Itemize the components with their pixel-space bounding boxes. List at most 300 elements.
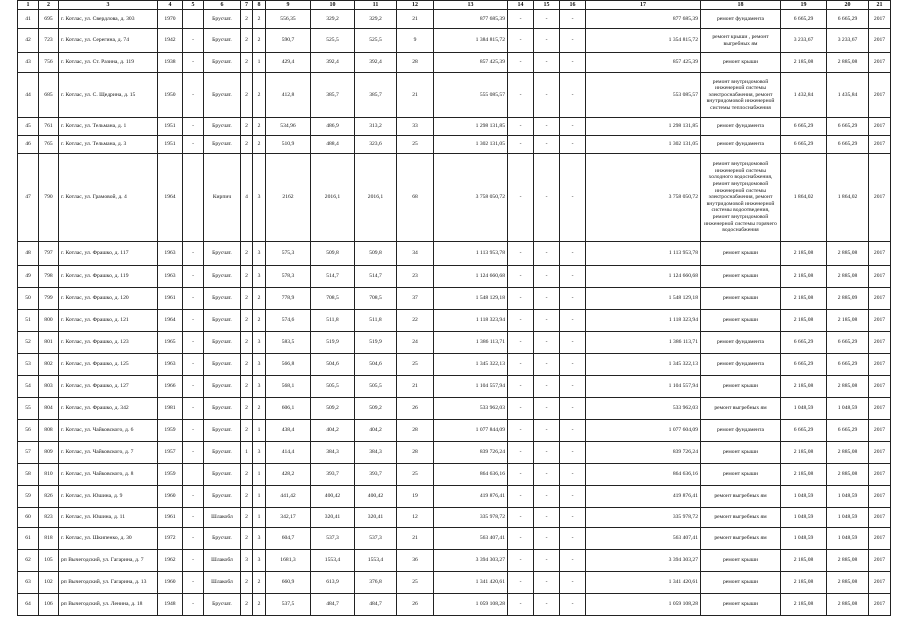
cell-planned-year: 2017 — [869, 508, 891, 528]
cell-house-id: 790 — [39, 154, 59, 242]
cell-build-year: 1951 — [158, 118, 183, 136]
cell-house-id: 801 — [39, 332, 59, 354]
cell-wall-material: Брусчат. — [204, 442, 241, 464]
table-row — [18, 118, 891, 136]
cell-floors: 4 — [241, 154, 253, 242]
cell-total-area: 556,35 — [266, 10, 311, 29]
table-row — [18, 594, 891, 616]
cell-build-year: 1963 — [158, 354, 183, 376]
cell-col16-value: - — [560, 154, 586, 242]
cell-area-residential: 1553,4 — [355, 550, 397, 572]
cell-col15-value: - — [534, 154, 560, 242]
cell-total-cost: 1 386 113,71 — [434, 332, 508, 354]
cell-col14-value: - — [508, 10, 534, 29]
table-row — [18, 332, 891, 354]
cell-floors: 2 — [241, 486, 253, 508]
cell-floors: 2 — [241, 118, 253, 136]
cell-max-unit-cost: 1 048,59 — [827, 398, 869, 420]
cell-wall-material: Брусчат. — [204, 29, 241, 53]
cell-wall-material: Шлакобл — [204, 550, 241, 572]
cell-area-premises: 511,8 — [311, 310, 355, 332]
cell-fund-cost: 1 124 660,68 — [586, 266, 701, 288]
cell-area-premises: 514,7 — [311, 266, 355, 288]
cell-fund-cost: 857 425,39 — [586, 53, 701, 73]
cell-total-area: 590,7 — [266, 29, 311, 53]
cell-wall-material: Шлакобл — [204, 508, 241, 528]
cell-col5-value: - — [183, 442, 204, 464]
cell-total-cost: 555 085,57 — [434, 73, 508, 118]
cell-col16-value: - — [560, 53, 586, 73]
cell-build-year: 1959 — [158, 464, 183, 486]
cell-work-type: ремонт крыши — [701, 442, 781, 464]
cell-col15-value: - — [534, 486, 560, 508]
cell-address: г. Котлас, ул. Фрашко, д. 121 — [59, 310, 158, 332]
cell-planned-year: 2017 — [869, 528, 891, 550]
cell-planned-year: 2017 — [869, 29, 891, 53]
cell-address: рп Вычегодский, ул. Гагарина, д. 13 — [59, 572, 158, 594]
cell-area-residential: 511,8 — [355, 310, 397, 332]
cell-residents: 21 — [397, 10, 434, 29]
cell-work-type: ремонт выгребных ям — [701, 528, 781, 550]
cell-entrances: 1 — [253, 508, 266, 528]
cell-residents: 22 — [397, 310, 434, 332]
cell-floors: 2 — [241, 572, 253, 594]
cell-row-number: 64 — [18, 594, 39, 616]
cell-wall-material: Брусчат. — [204, 242, 241, 266]
cell-unit-cost: 2 185,08 — [781, 550, 827, 572]
cell-area-premises: 329,2 — [311, 10, 355, 29]
cell-area-premises: 384,3 — [311, 442, 355, 464]
capital-repair-table-page — [17, 0, 890, 616]
cell-entrances: 2 — [253, 594, 266, 616]
cell-unit-cost: 6 665,29 — [781, 118, 827, 136]
cell-work-type: ремонт фундамента — [701, 354, 781, 376]
cell-total-cost: 335 978,72 — [434, 508, 508, 528]
cell-address: г. Котлас, ул. Чайковского, д. 7 — [59, 442, 158, 464]
cell-residents: 19 — [397, 486, 434, 508]
cell-col5-value: - — [183, 53, 204, 73]
cell-col15-value: - — [534, 550, 560, 572]
cell-total-cost: 1 104 557,94 — [434, 376, 508, 398]
cell-planned-year: 2017 — [869, 464, 891, 486]
cell-col14-value: - — [508, 508, 534, 528]
cell-col16-value: - — [560, 73, 586, 118]
cell-total-area: 660,9 — [266, 572, 311, 594]
cell-residents: 25 — [397, 354, 434, 376]
column-header-19: 19 — [781, 1, 827, 10]
cell-build-year: 1951 — [158, 136, 183, 154]
cell-total-cost: 1 118 323,94 — [434, 310, 508, 332]
cell-planned-year: 2017 — [869, 572, 891, 594]
cell-floors: 2 — [241, 354, 253, 376]
cell-wall-material: Брусчат. — [204, 288, 241, 310]
cell-work-type: ремонт фундамента — [701, 136, 781, 154]
cell-area-premises: 2016,1 — [311, 154, 355, 242]
cell-row-number: 43 — [18, 53, 39, 73]
cell-floors: 2 — [241, 29, 253, 53]
cell-house-id: 800 — [39, 310, 59, 332]
cell-col16-value: - — [560, 420, 586, 442]
cell-floors: 2 — [241, 508, 253, 528]
cell-total-cost: 1 059 108,28 — [434, 594, 508, 616]
cell-col5-value — [183, 154, 204, 242]
cell-fund-cost: 1 386 113,71 — [586, 332, 701, 354]
cell-planned-year: 2017 — [869, 486, 891, 508]
cell-residents: 34 — [397, 242, 434, 266]
cell-floors: 2 — [241, 420, 253, 442]
column-header-20: 20 — [827, 1, 869, 10]
cell-col16-value: - — [560, 242, 586, 266]
cell-col14-value: - — [508, 398, 534, 420]
table-row — [18, 550, 891, 572]
cell-col14-value: - — [508, 486, 534, 508]
cell-fund-cost: 419 876,41 — [586, 486, 701, 508]
table-row — [18, 398, 891, 420]
cell-planned-year: 2017 — [869, 266, 891, 288]
cell-total-cost: 3 758 050,72 — [434, 154, 508, 242]
cell-total-cost: 3 394 303,27 — [434, 550, 508, 572]
column-header-2: 2 — [39, 1, 59, 10]
cell-fund-cost: 563 407,41 — [586, 528, 701, 550]
cell-address: рп Вычегодский, ул. Гагарина, д. 7 — [59, 550, 158, 572]
column-header-16: 16 — [560, 1, 586, 10]
cell-work-type: ремонт фундамента — [701, 420, 781, 442]
cell-entrances: 1 — [253, 486, 266, 508]
cell-entrances: 1 — [253, 53, 266, 73]
cell-area-residential: 537,3 — [355, 528, 397, 550]
cell-fund-cost: 335 978,72 — [586, 508, 701, 528]
cell-col16-value: - — [560, 288, 586, 310]
cell-planned-year: 2017 — [869, 118, 891, 136]
cell-col5-value: - — [183, 118, 204, 136]
cell-col15-value: - — [534, 29, 560, 53]
cell-max-unit-cost: 2 885,09 — [827, 288, 869, 310]
cell-address: г. Котлас, ул. Юшина, д. 9 — [59, 486, 158, 508]
cell-area-residential: 376,8 — [355, 572, 397, 594]
cell-row-number: 63 — [18, 572, 39, 594]
cell-floors: 2 — [241, 10, 253, 29]
cell-col5-value: - — [183, 572, 204, 594]
cell-work-type: ремонт крыши — [701, 310, 781, 332]
cell-max-unit-cost: 2 885,08 — [827, 442, 869, 464]
cell-floors: 2 — [241, 464, 253, 486]
cell-build-year: 1961 — [158, 288, 183, 310]
cell-residents: 33 — [397, 118, 434, 136]
cell-residents: 26 — [397, 594, 434, 616]
cell-entrances: 3 — [253, 242, 266, 266]
cell-build-year: 1963 — [158, 242, 183, 266]
cell-row-number: 49 — [18, 266, 39, 288]
cell-house-id: 810 — [39, 464, 59, 486]
cell-total-area: 578,3 — [266, 266, 311, 288]
cell-floors: 2 — [241, 53, 253, 73]
cell-col16-value: - — [560, 332, 586, 354]
cell-col16-value: - — [560, 10, 586, 29]
cell-total-cost: 1 384 815,72 — [434, 29, 508, 53]
cell-fund-cost: 1 113 953,78 — [586, 242, 701, 266]
cell-col16-value: - — [560, 310, 586, 332]
cell-max-unit-cost: 2 885,08 — [827, 572, 869, 594]
column-header-15: 15 — [534, 1, 560, 10]
cell-residents: 68 — [397, 154, 434, 242]
cell-total-cost: 1 113 953,78 — [434, 242, 508, 266]
table-row — [18, 242, 891, 266]
cell-residents: 25 — [397, 464, 434, 486]
cell-col14-value: - — [508, 354, 534, 376]
cell-col16-value: - — [560, 464, 586, 486]
cell-row-number: 50 — [18, 288, 39, 310]
cell-address: г. Котлас, ул. Фрашко, д. 342 — [59, 398, 158, 420]
cell-fund-cost: 3 758 050,72 — [586, 154, 701, 242]
cell-area-residential: 384,3 — [355, 442, 397, 464]
cell-unit-cost: 6 665,29 — [781, 332, 827, 354]
column-header-1: 1 — [18, 1, 39, 10]
cell-max-unit-cost: 3 233,67 — [827, 29, 869, 53]
cell-work-type: ремонт крыши — [701, 550, 781, 572]
cell-col14-value: - — [508, 594, 534, 616]
cell-area-premises: 393,7 — [311, 464, 355, 486]
cell-max-unit-cost: 6 665,29 — [827, 136, 869, 154]
cell-col14-value: - — [508, 73, 534, 118]
cell-row-number: 44 — [18, 73, 39, 118]
cell-col15-value: - — [534, 376, 560, 398]
column-header-11: 11 — [355, 1, 397, 10]
cell-area-premises: 385,7 — [311, 73, 355, 118]
cell-fund-cost: 877 685,39 — [586, 10, 701, 29]
cell-col5-value: - — [183, 332, 204, 354]
cell-build-year: 1963 — [158, 266, 183, 288]
cell-col14-value: - — [508, 118, 534, 136]
cell-planned-year: 2017 — [869, 332, 891, 354]
cell-col15-value: - — [534, 136, 560, 154]
cell-residents: 37 — [397, 288, 434, 310]
cell-area-premises: 504,6 — [311, 354, 355, 376]
cell-area-premises: 1553,4 — [311, 550, 355, 572]
cell-entrances: 2 — [253, 73, 266, 118]
cell-col15-value: - — [534, 528, 560, 550]
table-row — [18, 508, 891, 528]
cell-address: г. Котлас, ул. С. Щедрина, д. 15 — [59, 73, 158, 118]
cell-col15-value: - — [534, 10, 560, 29]
cell-house-id: 802 — [39, 354, 59, 376]
cell-address: г. Котлас, ул. Тельмана, д. 3 — [59, 136, 158, 154]
cell-wall-material: Брусчат. — [204, 354, 241, 376]
cell-col14-value: - — [508, 550, 534, 572]
cell-area-residential: 323,6 — [355, 136, 397, 154]
cell-col16-value: - — [560, 354, 586, 376]
cell-wall-material: Брусчат. — [204, 310, 241, 332]
cell-col14-value: - — [508, 136, 534, 154]
cell-col14-value: - — [508, 528, 534, 550]
cell-area-residential: 392,4 — [355, 53, 397, 73]
cell-house-id: 761 — [39, 118, 59, 136]
cell-house-id: 765 — [39, 136, 59, 154]
column-header-17: 17 — [586, 1, 701, 10]
cell-col15-value: - — [534, 288, 560, 310]
cell-area-residential: 2016,1 — [355, 154, 397, 242]
column-header-5: 5 — [183, 1, 204, 10]
cell-unit-cost: 1 048,59 — [781, 486, 827, 508]
cell-unit-cost: 2 185,08 — [781, 266, 827, 288]
cell-work-type: ремонт крыши — [701, 376, 781, 398]
cell-house-id: 823 — [39, 508, 59, 528]
cell-unit-cost: 2 185,08 — [781, 53, 827, 73]
cell-total-area: 429,4 — [266, 53, 311, 73]
cell-planned-year: 2017 — [869, 10, 891, 29]
cell-wall-material: Брусчат. — [204, 398, 241, 420]
cell-residents: 21 — [397, 528, 434, 550]
cell-entrances: 3 — [253, 442, 266, 464]
column-header-6: 6 — [204, 1, 241, 10]
cell-row-number: 42 — [18, 29, 39, 53]
cell-build-year: 1960 — [158, 572, 183, 594]
cell-area-premises: 400,42 — [311, 486, 355, 508]
cell-fund-cost: 1 302 131,05 — [586, 136, 701, 154]
cell-planned-year: 2017 — [869, 398, 891, 420]
cell-entrances: 3 — [253, 332, 266, 354]
column-header-14: 14 — [508, 1, 534, 10]
cell-unit-cost: 6 665,29 — [781, 10, 827, 29]
cell-row-number: 57 — [18, 442, 39, 464]
cell-col15-value: - — [534, 242, 560, 266]
cell-house-id: 799 — [39, 288, 59, 310]
table-row — [18, 486, 891, 508]
cell-planned-year: 2017 — [869, 442, 891, 464]
cell-area-premises: 320,41 — [311, 508, 355, 528]
cell-build-year: 1966 — [158, 376, 183, 398]
cell-wall-material: Брусчат. — [204, 420, 241, 442]
cell-wall-material: Брусчат. — [204, 10, 241, 29]
cell-fund-cost: 1 548 129,18 — [586, 288, 701, 310]
cell-max-unit-cost: 6 665,29 — [827, 332, 869, 354]
cell-col5-value: - — [183, 354, 204, 376]
cell-col15-value: - — [534, 398, 560, 420]
cell-unit-cost: 2 185,08 — [781, 442, 827, 464]
cell-wall-material: Брусчат. — [204, 486, 241, 508]
cell-total-cost: 419 876,41 — [434, 486, 508, 508]
cell-area-residential: 484,7 — [355, 594, 397, 616]
column-header-21: 21 — [869, 1, 891, 10]
cell-residents: 12 — [397, 508, 434, 528]
cell-total-area: 537,5 — [266, 594, 311, 616]
cell-residents: 28 — [397, 420, 434, 442]
cell-col14-value: - — [508, 310, 534, 332]
cell-max-unit-cost: 6 665,29 — [827, 118, 869, 136]
cell-residents: 36 — [397, 550, 434, 572]
cell-area-premises: 404,2 — [311, 420, 355, 442]
cell-total-area: 583,5 — [266, 332, 311, 354]
cell-build-year: 1964 — [158, 310, 183, 332]
cell-col5-value: - — [183, 376, 204, 398]
cell-entrances: 2 — [253, 398, 266, 420]
cell-house-id: 809 — [39, 442, 59, 464]
cell-max-unit-cost: 2 885,08 — [827, 53, 869, 73]
cell-col5-value: - — [183, 73, 204, 118]
cell-total-area: 568,1 — [266, 376, 311, 398]
cell-fund-cost: 1 118 323,94 — [586, 310, 701, 332]
cell-residents: 28 — [397, 53, 434, 73]
cell-work-type: ремонт выгребных ям — [701, 398, 781, 420]
cell-wall-material: Шлакобл — [204, 572, 241, 594]
cell-max-unit-cost: 2 885,08 — [827, 550, 869, 572]
cell-planned-year: 2017 — [869, 420, 891, 442]
cell-total-cost: 1 345 322,13 — [434, 354, 508, 376]
cell-row-number: 62 — [18, 550, 39, 572]
cell-entrances: 3 — [253, 266, 266, 288]
cell-area-premises: 519,9 — [311, 332, 355, 354]
cell-unit-cost: 3 233,67 — [781, 29, 827, 53]
cell-col15-value: - — [534, 53, 560, 73]
cell-row-number: 55 — [18, 398, 39, 420]
cell-area-residential: 393,7 — [355, 464, 397, 486]
cell-planned-year: 2017 — [869, 376, 891, 398]
cell-entrances: 1 — [253, 420, 266, 442]
cell-house-id: 105 — [39, 550, 59, 572]
cell-residents: 28 — [397, 442, 434, 464]
cell-residents: 21 — [397, 376, 434, 398]
cell-col14-value: - — [508, 266, 534, 288]
cell-total-area: 428,2 — [266, 464, 311, 486]
cell-row-number: 59 — [18, 486, 39, 508]
cell-col14-value: - — [508, 420, 534, 442]
cell-col15-value: - — [534, 594, 560, 616]
cell-entrances: 2 — [253, 118, 266, 136]
cell-area-residential: 708,5 — [355, 288, 397, 310]
cell-house-id: 818 — [39, 528, 59, 550]
cell-house-id: 685 — [39, 73, 59, 118]
cell-floors: 2 — [241, 594, 253, 616]
cell-planned-year: 2017 — [869, 310, 891, 332]
table-row — [18, 154, 891, 242]
table-row — [18, 73, 891, 118]
table-row — [18, 53, 891, 73]
cell-col14-value: - — [508, 376, 534, 398]
cell-area-premises: 509,8 — [311, 242, 355, 266]
cell-area-residential: 519,9 — [355, 332, 397, 354]
cell-fund-cost: 1 354 815,72 — [586, 29, 701, 53]
cell-col15-value: - — [534, 310, 560, 332]
cell-fund-cost: 864 636,16 — [586, 464, 701, 486]
cell-col15-value: - — [534, 266, 560, 288]
cell-area-residential: 509,2 — [355, 398, 397, 420]
cell-fund-cost: 1 104 557,94 — [586, 376, 701, 398]
cell-total-area: 778,9 — [266, 288, 311, 310]
cell-area-premises: 484,7 — [311, 594, 355, 616]
cell-col15-value: - — [534, 442, 560, 464]
cell-wall-material: Брусчат. — [204, 118, 241, 136]
table-row — [18, 376, 891, 398]
cell-row-number: 61 — [18, 528, 39, 550]
cell-max-unit-cost: 1 435,84 — [827, 73, 869, 118]
cell-work-type: ремонт крыши — [701, 594, 781, 616]
cell-col5-value: - — [183, 310, 204, 332]
cell-total-area: 412,8 — [266, 73, 311, 118]
cell-area-residential: 313,2 — [355, 118, 397, 136]
cell-col16-value: - — [560, 508, 586, 528]
cell-col15-value: - — [534, 354, 560, 376]
cell-floors: 2 — [241, 332, 253, 354]
cell-col5-value: - — [183, 136, 204, 154]
cell-entrances: 3 — [253, 528, 266, 550]
cell-col16-value: - — [560, 136, 586, 154]
cell-build-year: 1950 — [158, 73, 183, 118]
cell-col5-value: - — [183, 550, 204, 572]
cell-col5-value: - — [183, 486, 204, 508]
cell-row-number: 54 — [18, 376, 39, 398]
column-number-header-row — [18, 1, 891, 10]
cell-build-year: 1960 — [158, 486, 183, 508]
cell-house-id: 797 — [39, 242, 59, 266]
